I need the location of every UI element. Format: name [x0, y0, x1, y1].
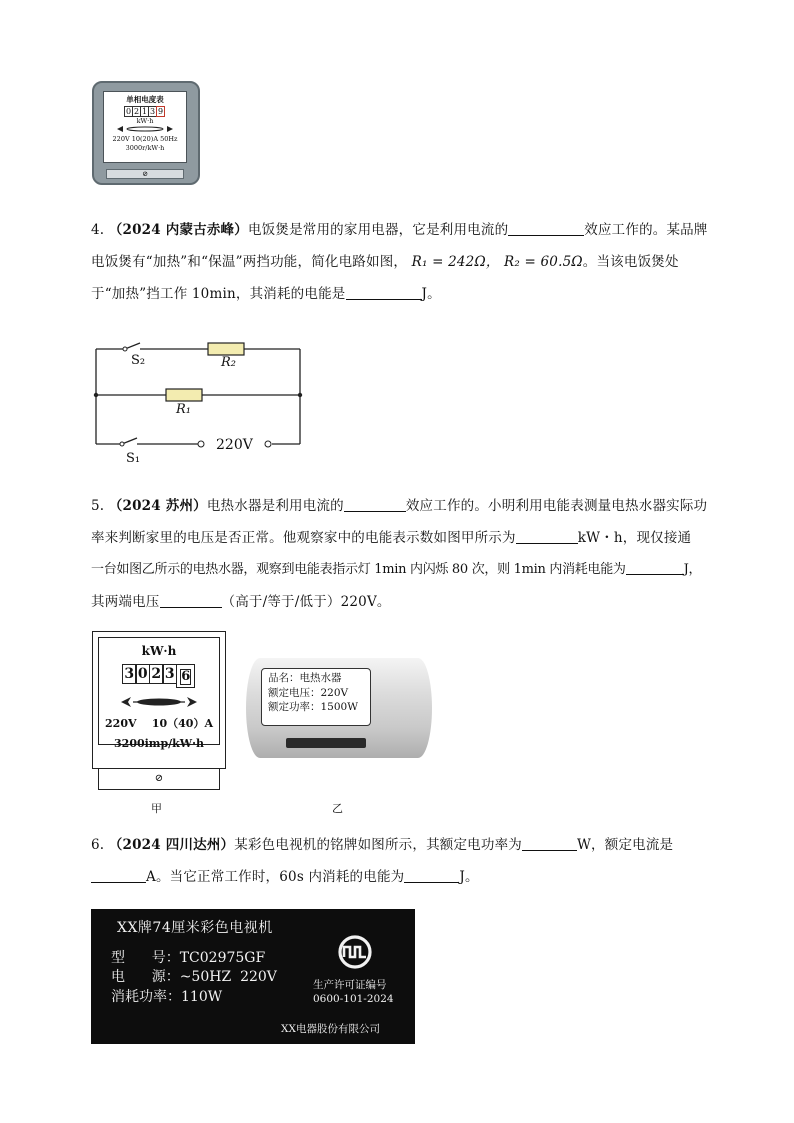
circuit-r1-label: R₁ [176, 402, 191, 417]
circuit-diagram [90, 336, 305, 471]
tv-power-source: 电 源：~50HZ 220V [111, 969, 277, 985]
heater-nameplate [261, 668, 371, 726]
meter-2-digit: 6 [181, 669, 191, 684]
q6-text: 某彩色电视机的铭牌如图所示，其额定电功率为 [234, 837, 522, 853]
q6-text: J。 [459, 869, 479, 885]
electric-meter-2 [92, 631, 226, 769]
tv-model: 型 号：TC02975GF [111, 950, 266, 966]
q6-source-tag: （2024 四川达州） [108, 837, 235, 853]
meter-2-digits [99, 664, 219, 688]
meter-2-digit: 2 [149, 664, 164, 684]
meter-2-digit-last [176, 664, 195, 688]
meter-1-digit: 2 [133, 107, 140, 116]
q4-blank-2[interactable] [346, 283, 422, 300]
q4-r1: R₁ = 242Ω， [411, 254, 500, 270]
caption-yi: 乙 [332, 802, 343, 815]
meter-1-digit: 0 [125, 107, 132, 116]
question-6 [91, 829, 711, 893]
q4-text: 电饭煲是常用的家用电器，它是利用电流的 [247, 222, 509, 238]
meter-2-disk-icon [119, 696, 199, 708]
q4-blank-1[interactable] [508, 219, 584, 236]
q6-text: W，额定电流是 [576, 837, 674, 853]
q4-text: J。 [421, 286, 441, 302]
q5-text: 其两端电压 [91, 594, 160, 610]
q5-text: J， [683, 562, 702, 577]
meter-2-unit: kW·h [141, 644, 177, 658]
meter-1-terminal: ⊘ [106, 169, 184, 179]
q6-blank-1[interactable] [522, 834, 577, 851]
q5-blank-3[interactable] [626, 558, 684, 575]
electric-meter-1 [92, 81, 200, 185]
tv-nameplate [91, 909, 415, 1044]
meter-2-spec: 220V 10（40）A [105, 717, 213, 730]
meter-1-face [103, 91, 187, 163]
q5-text: （高于/等于/低于）220V。 [221, 594, 391, 610]
meter-1-title: 单相电度表 [126, 95, 164, 104]
circuit-voltage-label: 220V [216, 437, 253, 453]
meter-1-digit: 9 [157, 107, 164, 116]
circuit-r2-label: R₂ [221, 355, 236, 370]
q6-number: 6. [91, 837, 105, 853]
meter-2-digit: 3 [162, 664, 177, 684]
meter-1-unit: kW·h [136, 117, 154, 125]
q5-text: 一台如图乙所示的电热水器，观察到电能表指示灯 1min 内闪烁 80 次，则 1min 内消耗电能为 [91, 562, 626, 577]
circuit-s1-label: S₁ [126, 451, 141, 466]
q4-text: 于“加热”挡工作 10min，其消耗的电能是 [91, 286, 346, 302]
caption-jia: 甲 [151, 802, 162, 815]
q5-number: 5. [91, 498, 105, 514]
meter-2-rate: 3200imp/kW·h [114, 737, 204, 750]
meter-2-digit: 3 [122, 664, 137, 684]
meter-2-terminal: ⊘ [98, 768, 220, 790]
heater-voltage: 额定电压：220V [268, 686, 349, 699]
meter-1-digits [104, 106, 186, 117]
tv-license-number: 0600-101-2024 [313, 993, 394, 1005]
q5-text: 电热水器是利用电流的 [206, 498, 344, 514]
meter-1-rate: 3000r/kW·h [125, 144, 165, 152]
q6-blank-3[interactable] [404, 866, 459, 883]
resistor-r1 [166, 389, 202, 401]
tv-title: XX牌74厘米彩色电视机 [117, 920, 273, 936]
tv-consumption: 消耗功率：110W [111, 989, 223, 1005]
q6-blank-2[interactable] [91, 866, 146, 883]
tv-company: XX电器股份有限公司 [281, 1023, 380, 1035]
q4-source-tag: （2024 内蒙古赤峰） [108, 222, 248, 238]
q5-blank-4[interactable] [160, 591, 222, 608]
q5-source-tag: （2024 苏州） [108, 498, 207, 514]
q5-blank-2[interactable] [516, 527, 578, 544]
q4-number: 4. [91, 222, 105, 238]
water-heater-image [246, 658, 432, 758]
question-4 [91, 214, 711, 310]
q5-text: 率来判断家里的电压是否正常。他观察家中的电能表示数如图甲所示为 [91, 530, 516, 546]
question-5 [91, 490, 711, 618]
resistor-r2 [208, 343, 244, 355]
q6-text: A。当它正常工作时，60s 内消耗的电能为 [146, 869, 405, 885]
brand-logo-icon [337, 934, 373, 970]
q4-text: 效应工作的。某品牌 [584, 222, 708, 238]
circuit-s2-label: S₂ [131, 353, 146, 368]
q5-text: kW・h，现仅接通 [577, 530, 692, 546]
heater-power: 额定功率：1500W [268, 701, 359, 713]
q4-r2: R₂ = 60.5Ω [504, 254, 583, 270]
heater-control-panel [286, 738, 366, 748]
meter-1-disk-icon [115, 126, 175, 132]
heater-name: 品名：电热水器 [268, 672, 342, 684]
tv-license-label: 生产许可证编号 [313, 979, 387, 991]
q5-text: 效应工作的。小明利用电能表测量电热水器实际功 [405, 498, 708, 514]
meter-1-digit: 3 [149, 107, 156, 116]
meter-2-digit: 0 [135, 664, 150, 684]
meter-2-face [98, 637, 220, 750]
q4-text: 电饭煲有“加热”和“保温”两挡功能，简化电路如图， [91, 254, 408, 270]
q4-text: 。当该电饭煲处 [582, 254, 679, 270]
meter-1-digit: 1 [141, 107, 148, 116]
q5-blank-1[interactable] [344, 495, 406, 512]
meter-1-spec: 220V 10(20)A 50Hz [112, 135, 178, 143]
